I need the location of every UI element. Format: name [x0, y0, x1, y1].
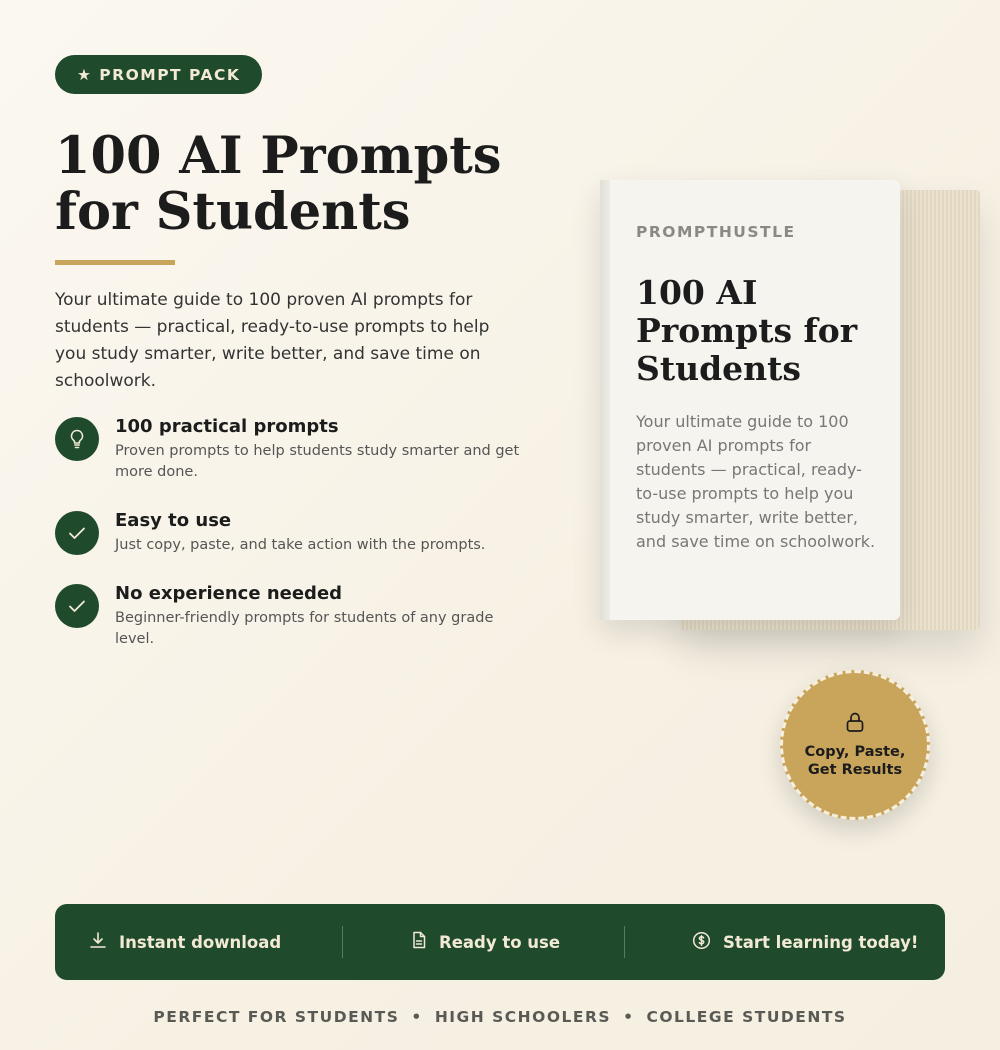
- book-title: 100 AI Prompts for Students: [636, 273, 858, 388]
- page-title: [55, 128, 575, 240]
- check-icon: [55, 511, 99, 555]
- prompt-pack-badge: [55, 55, 262, 94]
- benefit-label: Instant download: [119, 932, 282, 952]
- download-icon: [89, 931, 107, 953]
- feature-title: No experience needed: [115, 583, 343, 604]
- title-accent-divider: [55, 260, 175, 265]
- separator: •: [411, 1008, 423, 1026]
- separator: •: [623, 1008, 635, 1026]
- audience-item: COLLEGE STUDENTS: [646, 1008, 847, 1026]
- document-icon: [411, 931, 427, 953]
- bar-divider: [342, 926, 343, 958]
- feature-item: [55, 509, 525, 556]
- book-brand: PROMPTHUSTLE: [636, 223, 796, 241]
- feature-description: Just copy, paste, and take action with the prompts.: [115, 537, 486, 553]
- feature-title: 100 practical prompts: [115, 416, 339, 437]
- benefit-item: [411, 904, 560, 980]
- feature-title: Easy to use: [115, 510, 232, 531]
- benefits-bar: [55, 904, 945, 980]
- lightbulb-icon: [55, 417, 99, 461]
- feature-item: [55, 582, 525, 650]
- intro-text: Your ultimate guide to 100 proven AI prompts for students — practical, ready-to-use prompts to help you study smarter, write better, and save time on schoolwork.: [55, 290, 490, 391]
- benefit-item: [89, 904, 281, 980]
- seal-text: Copy, Paste, Get Results: [804, 744, 906, 778]
- bar-divider: [624, 926, 625, 958]
- book-description: Your ultimate guide to 100 proven AI prompts for students — practical, ready-to-use prompts to help you study smarter, write better, and save time on schoolwork.: [636, 412, 876, 551]
- check-icon: [55, 584, 99, 628]
- feature-description: Proven prompts to help students study smarter and get more done.: [115, 443, 520, 480]
- benefit-label: Start learning today!: [723, 932, 919, 952]
- audience-item: HIGH SCHOOLERS: [434, 1008, 612, 1026]
- benefit-item: [692, 904, 918, 980]
- book-cover: [600, 180, 900, 620]
- audience-item: PERFECT FOR STUDENTS: [153, 1008, 400, 1026]
- feature-item: [55, 415, 525, 483]
- dollar-coin-icon: [692, 931, 711, 954]
- lock-icon: [845, 711, 865, 737]
- copy-paste-seal: [780, 670, 930, 820]
- book-spine: [600, 180, 610, 620]
- title-line-1: 100 AI Prompts: [55, 126, 502, 186]
- audience-footer: [0, 1008, 1000, 1026]
- badge-label: ★ PROMPT PACK: [77, 65, 241, 84]
- title-line-2: for Students: [55, 182, 411, 242]
- benefit-label: Ready to use: [439, 932, 561, 952]
- feature-description: Beginner-friendly prompts for students of any grade level.: [115, 610, 494, 647]
